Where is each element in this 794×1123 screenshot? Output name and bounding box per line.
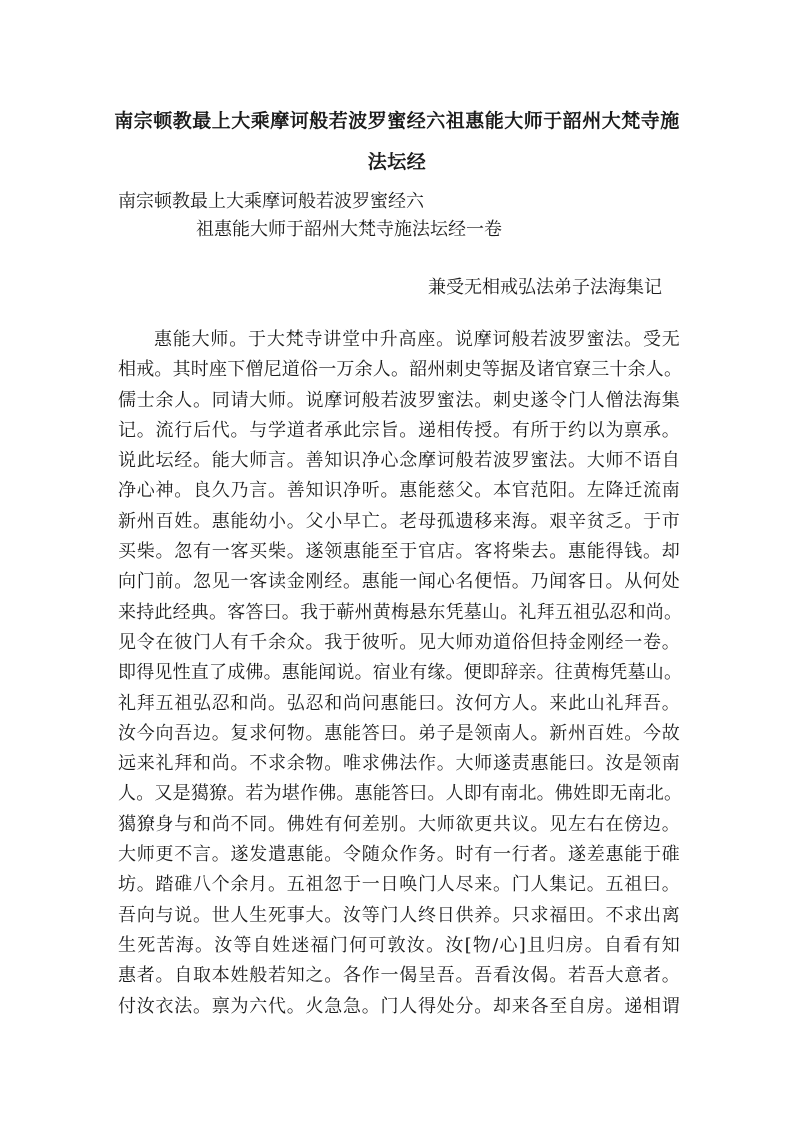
body-line: 向门前。忽见一客读金刚经。惠能一闻心名便悟。乃闻客日。从何处 — [118, 571, 680, 593]
body-line: 儒士余人。同请大师。说摩诃般若波罗蜜法。刺史遂令门人僧法海集 — [118, 389, 680, 411]
body-line: 见令在彼门人有千余众。我于彼听。见大师劝道俗但持金刚经一卷。 — [118, 631, 680, 653]
body-line: 远来礼拜和尚。不求余物。唯求佛法作。大师遂责惠能曰。汝是领南 — [118, 753, 680, 775]
body-line: 人。又是獦獠。若为堪作佛。惠能答曰。人即有南北。佛姓即无南北。 — [118, 783, 683, 805]
body-line: 礼拜五祖弘忍和尚。弘忍和尚问惠能曰。汝何方人。来此山礼拜吾。 — [118, 692, 680, 714]
compiler-attribution: 兼受无相戒弘法弟子法海集记 — [428, 277, 662, 298]
title-line-2: 法坛经 — [367, 151, 427, 173]
body-line: 相戒。其时座下僧尼道俗一万余人。韶州刺史等据及诸官寮三十余人。 — [118, 359, 683, 381]
body-line: 说此坛经。能大师言。善知识净心念摩诃般若波罗蜜法。大师不语自 — [118, 450, 680, 472]
body-line: 来持此经典。客答曰。我于蕲州黄梅悬东凭墓山。礼拜五祖弘忍和尚。 — [118, 601, 683, 623]
body-line: 坊。踏碓八个余月。五祖忽于一日唤门人尽来。门人集记。五祖曰。 — [118, 874, 680, 896]
body-line: 汝今向吾边。复求何物。惠能答曰。弟子是领南人。新州百姓。今故 — [118, 722, 680, 744]
body-line: 即得见性直了成佛。惠能闻说。宿业有缘。便即辞亲。往黄梅凭墓山。 — [118, 662, 683, 684]
body-line: 惠能大师。于大梵寺讲堂中升高座。说摩诃般若波罗蜜法。受无 — [154, 329, 680, 350]
body-line: 獦獠身与和尚不同。佛姓有何差别。大师欲更共议。见左右在傍边。 — [118, 813, 680, 835]
body-line: 记。流行后代。与学道者承此宗旨。递相传授。有所于约以为禀承。 — [118, 419, 680, 441]
subtitle-line-2: 祖惠能大师于韶州大梵寺施法坛经一卷 — [196, 219, 502, 240]
body-line: 生死苦海。汝等自姓迷福门何可敦汝。汝[物/心]且归房。自看有知 — [118, 934, 680, 956]
body-line: 付汝衣法。禀为六代。火急急。门人得处分。却来各至自房。递相谓 — [118, 995, 680, 1017]
body-text — [118, 325, 683, 1022]
body-line: 净心神。良久乃言。善知识净听。惠能慈父。本官范阳。左降迁流南 — [118, 480, 680, 502]
title-line-1: 南宗顿教最上大乘摩诃般若波罗蜜经六祖惠能大师于韶州大梵寺施 — [114, 110, 680, 132]
body-line: 买柴。忽有一客买柴。遂领惠能至于官店。客将柴去。惠能得钱。却 — [118, 541, 680, 563]
body-line: 新州百姓。惠能幼小。父小早亡。老母孤遗移来海。艰辛贫乏。于市 — [118, 510, 680, 532]
body-line: 大师更不言。遂发遣惠能。令随众作务。时有一行者。遂差惠能于碓 — [118, 844, 680, 866]
body-line: 惠者。自取本姓般若知之。各作一偈呈吾。吾看汝偈。若吾大意者。 — [118, 965, 680, 987]
subtitle-line-1: 南宗顿教最上大乘摩诃般若波罗蜜经六 — [118, 191, 424, 212]
body-line: 吾向与说。世人生死事大。汝等门人终日供养。只求福田。不求出离 — [118, 904, 680, 926]
